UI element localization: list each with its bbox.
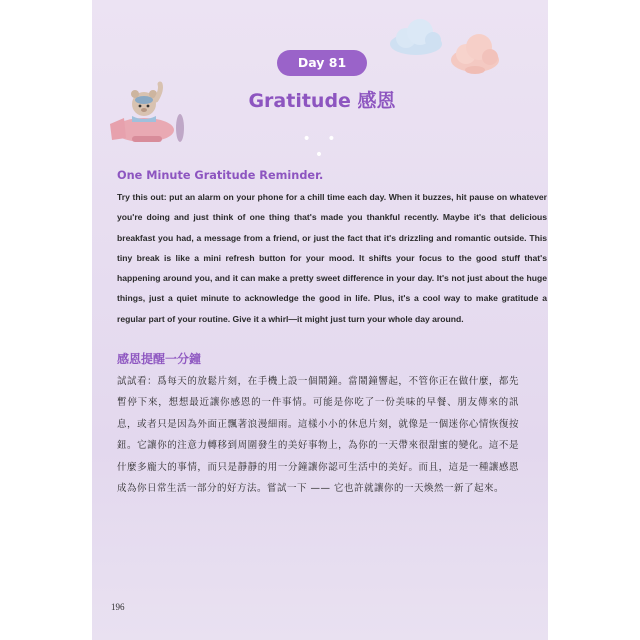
- pink-cloud-illustration: [448, 30, 502, 78]
- book-page: [92, 0, 548, 640]
- chinese-heading: 感恩提醒一分鐘: [117, 352, 202, 366]
- english-body-text: Try this out: put an alarm on your phone for a chill time each day. When it buzzes, hit pause on whatever you're doing and just think of one thing that's made you thankful recently. Maybe it's that delicious breakfast you had, a message from a friend, or just the fact that it's drizzling and romantic outside. This tiny break is like a mini refresh button for your mood. It shifts your focus to the good stuff that's happening around you, and it can make a pretty sweet difference in your day. It's not just about the huge things, just a quiet minute to acknowledge the good in life. Plus, it's a cool way to make gratitude a regular part of your routine. Give it a whirl—it might just turn your whole day around.: [117, 192, 547, 324]
- english-heading: One Minute Gratitude Reminder.: [117, 169, 324, 182]
- blue-cloud-illustration: [386, 18, 446, 58]
- day-badge: Day 81: [277, 50, 367, 76]
- divider-dots: • • •: [302, 131, 342, 163]
- page-title: Gratitude 感恩: [248, 90, 396, 112]
- page-number: 196: [111, 602, 125, 612]
- chinese-body-text: 試試看：爲每天的放鬆片刻，在手機上設一個鬧鐘。當鬧鐘響起，不管你正在做什麼，都先暫停下來，想想最近讓你感恩的一件事情。可能是你吃了一份美味的早餐、朋友傳來的訊息，或者只是因為外面正飄著浪漫細雨。這樣小小的休息片刻，就像是一個迷你心情恢復按鈕。它讓你的注意力轉移到周圍發生的美好事物上，為你的一天帶來很甜蜜的變化。這不是什麼多龐大的事情，而只是靜靜的用一分鐘讓你認可生活中的美好。而且，這是一種讓感恩成為你日常生活一部分的好方法。嘗試一下 —— 它也許就讓你的一天煥然一新了起來。: [117, 376, 519, 495]
